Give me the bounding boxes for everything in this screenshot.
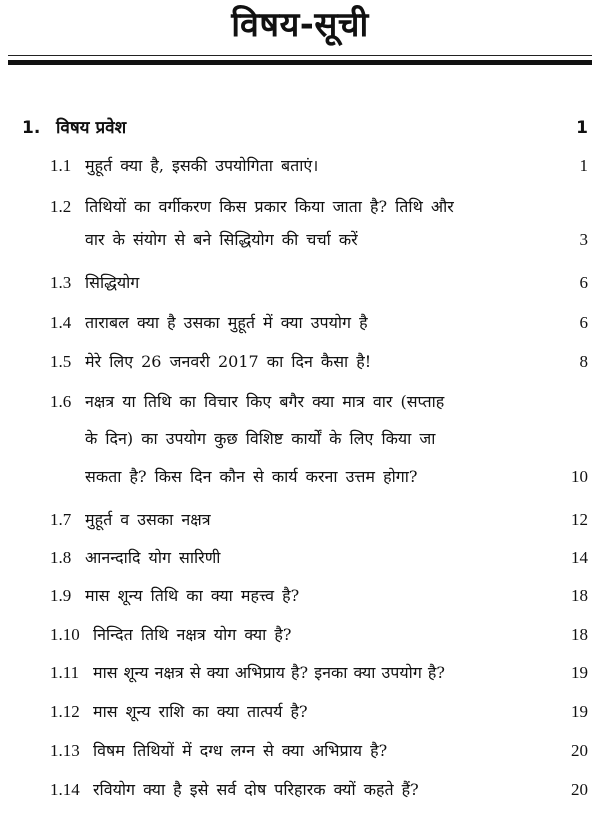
section-title: मेरे लिए 26 जनवरी 2017 का दिन कैसा है! <box>85 352 372 371</box>
section-title-continued: सकता है? किस दिन कौन से कार्य करना उत्तम होगा? <box>85 467 418 486</box>
section-page: 14 <box>571 548 588 567</box>
section-page: 8 <box>579 352 588 371</box>
title-rule-thin <box>8 55 592 56</box>
section-number: 1.13 <box>50 741 80 760</box>
section-page: 19 <box>571 663 588 682</box>
section-title-continued: के दिन) का उपयोग कुछ विशिष्ट कार्यों के लिए किया जा <box>85 429 436 448</box>
section-page: 6 <box>579 313 588 332</box>
section-title: सिद्धियोग <box>85 273 140 292</box>
section-number: 1.1 <box>50 156 72 175</box>
section-page: 6 <box>579 273 588 292</box>
section-number: 1.9 <box>50 586 72 605</box>
section-title: तिथियों का वर्गीकरण किस प्रकार किया जाता है? तिथि और <box>85 197 454 216</box>
section-title: निन्दित तिथि नक्षत्र योग क्या है? <box>93 625 292 644</box>
section-title: मास शून्य राशि का क्या तात्पर्य है? <box>93 702 308 721</box>
section-title: मुहूर्त व उसका नक्षत्र <box>85 510 211 529</box>
section-page: 10 <box>571 467 588 486</box>
page-title: विषय-सूची <box>231 5 369 45</box>
section-number: 1.5 <box>50 352 72 371</box>
section-number: 1.11 <box>50 663 80 682</box>
section-page: 1 <box>579 156 588 175</box>
section-number: 1.4 <box>50 313 72 332</box>
section-page: 18 <box>571 625 588 644</box>
section-page: 3 <box>579 230 588 249</box>
section-number: 1.3 <box>50 273 72 292</box>
section-number: 1.12 <box>50 702 80 721</box>
section-title: विषम तिथियों में दग्ध लग्न से क्या अभिप्राय है? <box>93 741 388 760</box>
section-page: 18 <box>571 586 588 605</box>
section-number: 1.8 <box>50 548 72 567</box>
section-title: मास शून्य तिथि का क्या महत्त्व है? <box>85 586 300 605</box>
section-number: 1.2 <box>50 197 72 216</box>
section-title-continued: वार के संयोग से बने सिद्धियोग की चर्चा करें <box>85 230 358 249</box>
section-page: 20 <box>571 741 588 760</box>
section-page: 19 <box>571 702 588 721</box>
chapter-page: 1 <box>576 118 588 138</box>
section-page: 20 <box>571 780 588 799</box>
section-page: 12 <box>571 510 588 529</box>
title-rule-thick <box>8 60 592 65</box>
section-title: आनन्दादि योग सारिणी <box>85 548 221 567</box>
chapter-number: 1. <box>22 118 41 138</box>
section-title: रवियोग क्या है इसे सर्व दोष परिहारक क्यों कहते हैं? <box>93 780 419 799</box>
section-number: 1.10 <box>50 625 80 644</box>
section-number: 1.14 <box>50 780 80 799</box>
chapter-title: विषय प्रवेश <box>56 118 127 138</box>
section-title: मास शून्य नक्षत्र से क्या अभिप्राय है? इनका क्या उपयोग है? <box>93 663 445 682</box>
section-title: नक्षत्र या तिथि का विचार किए बगैर क्या मात्र वार (सप्ताह <box>85 392 445 411</box>
section-title: मुहूर्त क्या है, इसकी उपयोगिता बताएं। <box>85 156 319 175</box>
section-number: 1.7 <box>50 510 72 529</box>
section-number: 1.6 <box>50 392 72 411</box>
section-title: ताराबल क्या है उसका मुहूर्त में क्या उपयोग है <box>85 313 368 332</box>
